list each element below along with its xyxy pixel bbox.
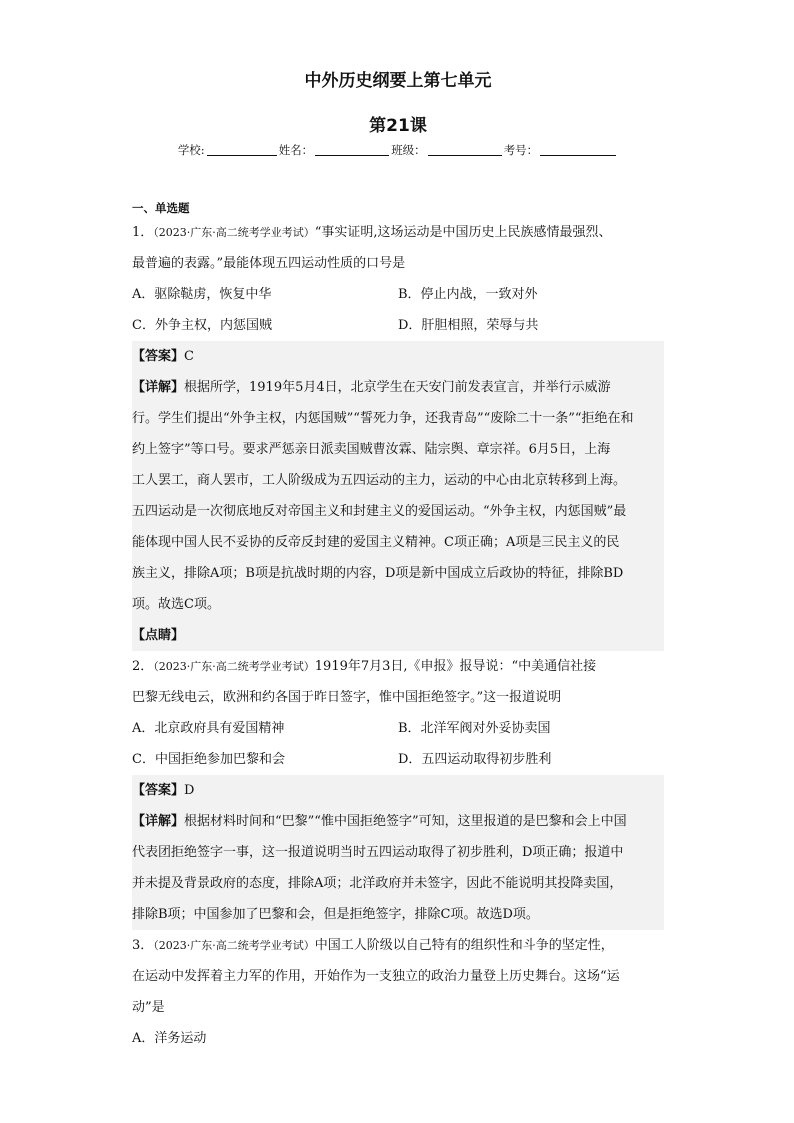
answer-line	[132, 341, 664, 372]
question-2	[132, 651, 664, 930]
detail-line: 工人罢工，商人罢市，工人阶级成为五四运动的主力，运动的中心由北京转移到上海。	[132, 473, 627, 488]
answer-value: C	[184, 349, 194, 364]
option-d: D．五四运动取得初步胜利	[398, 752, 552, 767]
options-row	[132, 713, 664, 744]
option-a: A．洋务运动	[132, 1031, 207, 1046]
answer-value: D	[184, 783, 195, 798]
detail-line: 【详解】根据所学，1919年5月4日，北京学生在天安门前发表宣言，并举行示威游	[132, 380, 611, 395]
options-row	[132, 744, 664, 775]
options-row	[132, 310, 664, 341]
option-c: C．外争主权，内惩国贼	[132, 318, 272, 333]
option-d: D．肝胆相照，荣辱与共	[398, 318, 539, 333]
option-b: B．停止内战，一致对外	[398, 287, 538, 302]
detail-line: 五四运动是一次彻底地反对帝国主义和封建主义的爱国运动。“外争主权，内惩国贼”最	[132, 504, 627, 519]
option-a: A．北京政府具有爱国精神	[132, 721, 285, 736]
question-stem-line: 动”是	[132, 1000, 165, 1015]
detail-tag: 【详解】	[132, 380, 185, 395]
option-c: C．中国拒绝参加巴黎和会	[132, 752, 285, 767]
detail-line: 族主义，排除A项；B项是抗战时期的内容，D项是新中国成立后政协的特征，排除BD	[132, 566, 624, 581]
question-source: （2023·广东·高二统考学业考试）	[153, 660, 315, 673]
student-info-row	[132, 141, 664, 159]
question-stem-line: 2．（2023·广东·高二统考学业考试）1919年7月3日,《申报》报导说：“中美通信社接	[132, 659, 597, 674]
question-source: （2023·广东·高二统考学业考试）	[153, 226, 315, 239]
exam-no-blank	[540, 155, 616, 156]
detail-line: 【详解】根据材料时间和“巴黎”“惟中国拒绝签字”可知，这里报道的是巴黎和会上中国	[132, 814, 627, 829]
school-label: 学校:	[177, 143, 205, 157]
school-blank	[207, 155, 277, 156]
class-label: 班级：	[391, 143, 426, 157]
question-stem-line: 在运动中发挥着主力军的作用，开始作为一支独立的政治力量登上历史舞台。这场“运	[132, 969, 620, 984]
detail-line: 约上签字”等口号。要求严惩亲日派卖国贼曹汝霖、陆宗舆、章宗祥。6月5日，上海	[132, 442, 611, 457]
detail-tag: 【详解】	[132, 814, 185, 829]
document-title: 中外历史纲要上第七单元	[304, 71, 492, 91]
question-stem-line: 3．（2023·广东·高二统考学业考试）中国工人阶级以自己特有的组织性和斗争的坚定性，	[132, 938, 614, 953]
answer-block	[132, 341, 664, 651]
detail-line: 能体现中国人民不妥协的反帝反封建的爱国主义精神。C项正确；A项是三民主义的民	[132, 535, 620, 550]
answer-tag: 【答案】	[132, 783, 185, 798]
section-title: 一、单选题	[132, 201, 190, 215]
tip-tag: 【点睛】	[132, 628, 185, 643]
answer-block	[132, 775, 664, 930]
lesson-title: 第21课	[369, 116, 427, 136]
name-blank	[315, 155, 389, 156]
detail-line: 项。故选C项。	[132, 597, 220, 612]
detail-line: 代表团拒绝签字一事，这一报道说明当时五四运动取得了初步胜利，D项正确；报道中	[132, 845, 624, 860]
question-1	[132, 217, 664, 651]
question-3	[132, 930, 664, 1054]
detail-line: 排除B项；中国参加了巴黎和会，但是拒绝签字，排除C项。故选D项。	[132, 907, 539, 922]
class-blank	[428, 155, 502, 156]
answer-line	[132, 775, 664, 806]
answer-tag: 【答案】	[132, 349, 185, 364]
name-label: 姓名：	[278, 143, 314, 157]
tip-line	[132, 620, 664, 651]
question-stem-line: 1．（2023·广东·高二统考学业考试）“事实证明,这场运动是中国历史上民族感情最强烈、	[132, 225, 612, 240]
question-source: （2023·广东·高二统考学业考试）	[153, 939, 315, 952]
detail-line: 并未提及背景政府的态度，排除A项；北洋政府并未签字，因此不能说明其投降卖国，	[132, 876, 623, 891]
question-stem-line: 巴黎无线电云，欧洲和约各国于昨日签字，惟中国拒绝签字。”这一报道说明	[132, 690, 562, 705]
option-b: B．北洋军阀对外妥协卖国	[398, 721, 551, 736]
question-stem-line: 最普遍的表露。”最能体现五四运动性质的口号是	[132, 256, 406, 271]
document-content	[132, 68, 664, 1054]
options-row	[132, 279, 664, 310]
detail-line: 行。学生们提出“外争主权，内惩国贼”“誓死力争，还我青岛”“废除二十一条”“拒绝在和	[132, 411, 634, 426]
option-a: A．驱除鞑虏，恢复中华	[132, 287, 272, 302]
exam-no-label: 考号：	[503, 143, 539, 157]
